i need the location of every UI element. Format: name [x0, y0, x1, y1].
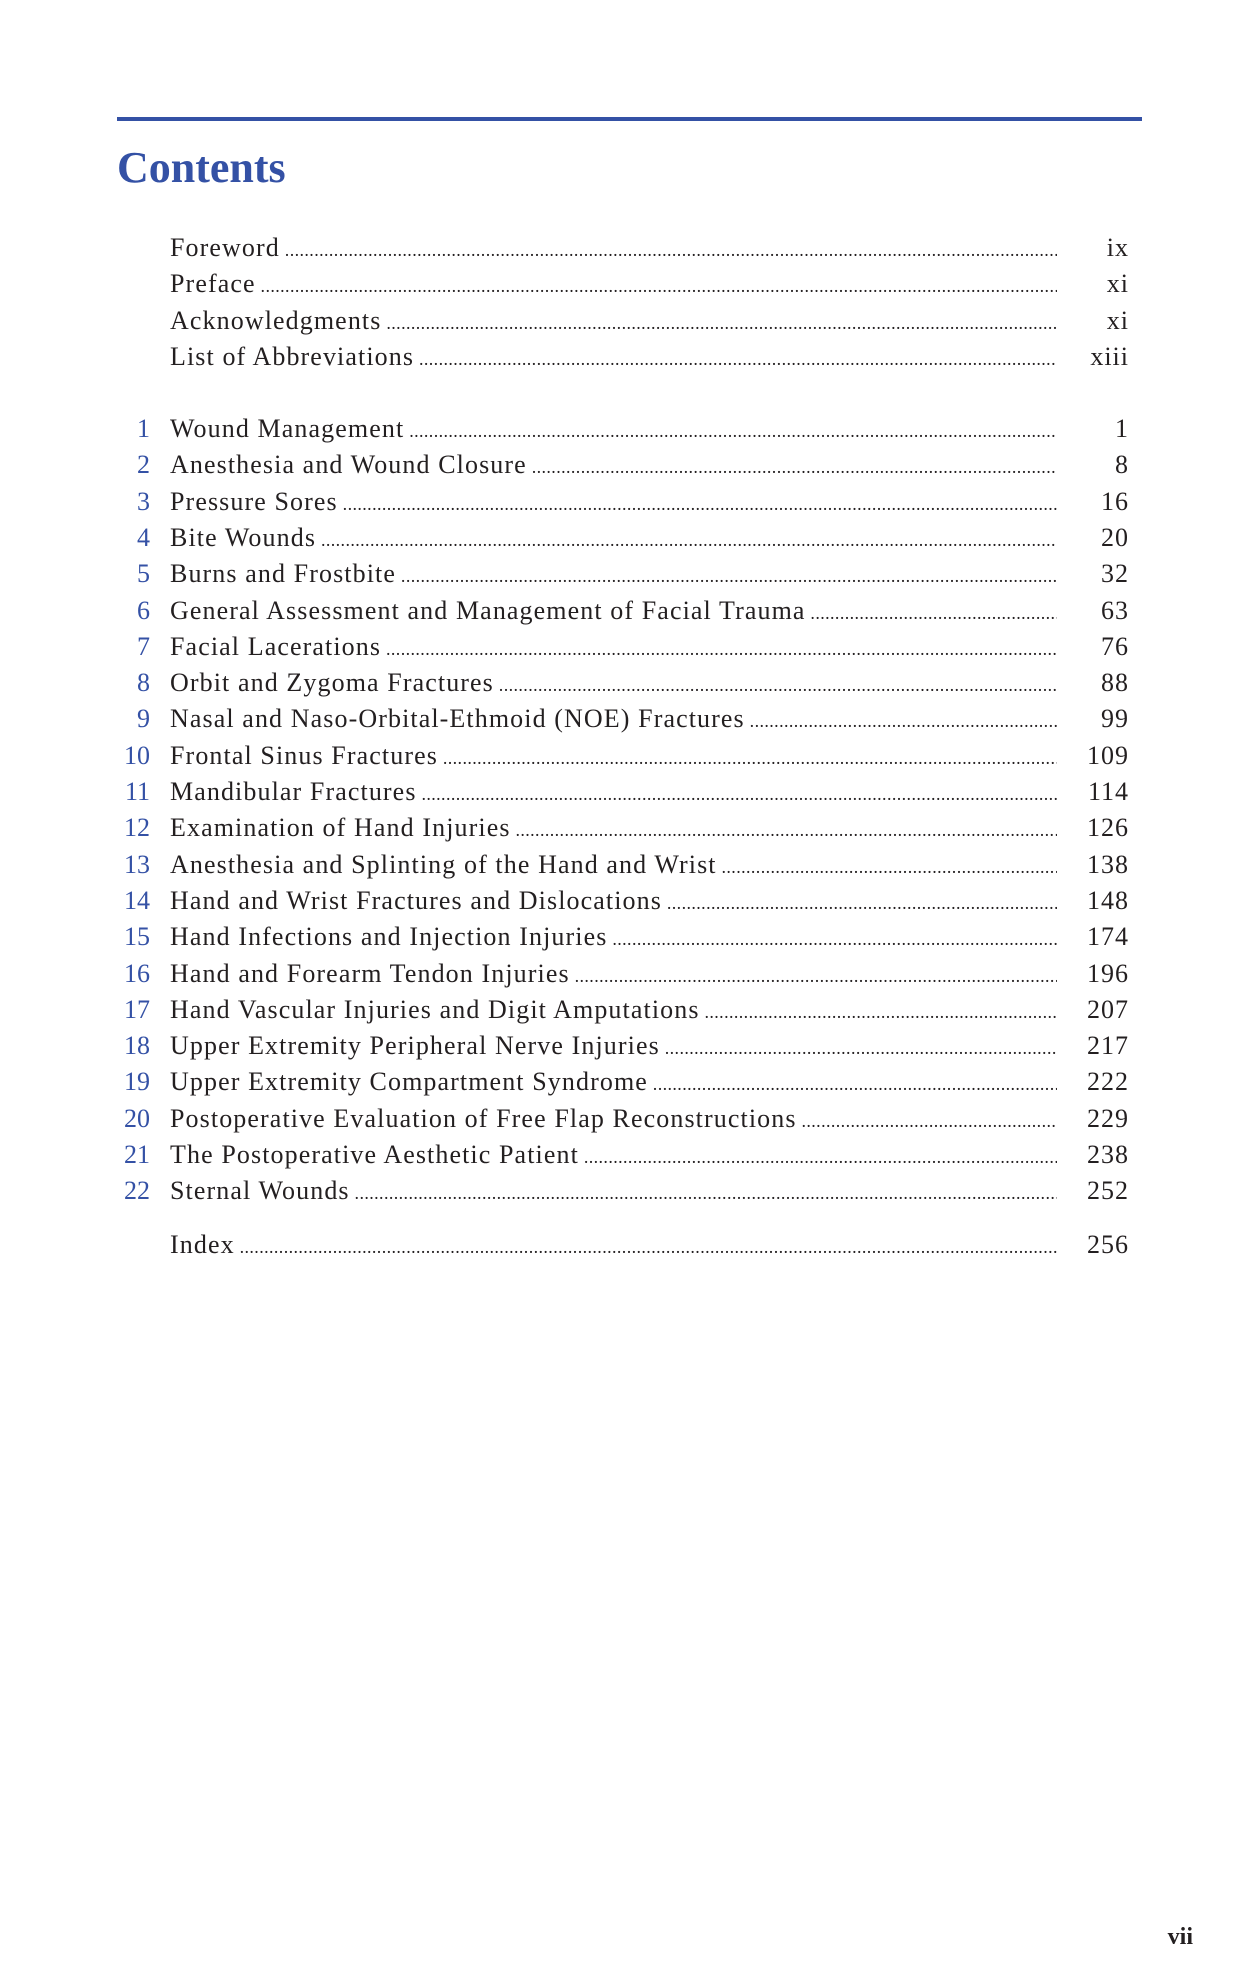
toc-entry[interactable] — [0, 738, 1235, 774]
toc-entry[interactable] — [0, 484, 1235, 520]
entry-title: Hand Infections and Injection Injuries ..... — [170, 919, 1057, 957]
chapter-number: 16 — [124, 958, 150, 988]
entry-title: Acknowledgments ..... — [170, 303, 1057, 341]
page-number: 138 — [1087, 849, 1129, 879]
page-number: xiii — [1090, 341, 1129, 371]
page-folio: vii — [1167, 1924, 1193, 1950]
entry-title: General Assessment and Management of Facial Trauma ..... — [170, 593, 1057, 631]
page-number: 238 — [1087, 1140, 1129, 1169]
chapter-number: 18 — [124, 1031, 150, 1061]
toc-entry[interactable] — [0, 556, 1235, 592]
page-number: 222 — [1087, 1067, 1129, 1097]
chapter-number: 19 — [124, 1067, 150, 1097]
chapter-number: 10 — [124, 740, 150, 770]
entry-title: Pressure Sores ..... — [170, 484, 1057, 522]
entry-title: Anesthesia and Splinting of the Hand and Wrist ..... — [170, 847, 1057, 885]
entry-title: Sternal Wounds ..... — [170, 1173, 1057, 1211]
entry-title: Upper Extremity Peripheral Nerve Injuries ..... — [170, 1028, 1057, 1066]
page-number: 1 — [1115, 414, 1129, 443]
entry-title: Nasal and Naso-Orbital-Ethmoid (NOE) Fractures ..... — [170, 701, 1057, 739]
chapter-number: 15 — [124, 922, 150, 952]
chapter-number: 4 — [137, 522, 150, 552]
toc-entry[interactable] — [0, 266, 1235, 302]
entry-title: Orbit and Zygoma Fractures ..... — [170, 665, 1057, 703]
chapter-number: 8 — [137, 668, 150, 698]
toc-entry[interactable] — [0, 665, 1235, 701]
chapter-number: 20 — [124, 1103, 150, 1133]
entry-title: Examination of Hand Injuries ..... — [170, 810, 1057, 848]
entry-title: Bite Wounds ..... — [170, 520, 1057, 558]
page-number: 196 — [1087, 958, 1129, 988]
toc-entry[interactable] — [0, 1064, 1235, 1100]
page-number: 63 — [1101, 595, 1129, 625]
entry-title: Index ..... — [170, 1227, 1057, 1265]
toc-entry[interactable] — [0, 447, 1235, 483]
entry-title: Hand Vascular Injuries and Digit Amputations ..... — [170, 992, 1057, 1030]
page-number: 174 — [1087, 922, 1129, 952]
chapter-number: 7 — [137, 631, 150, 661]
entry-title: The Postoperative Aesthetic Patient ..... — [170, 1137, 1057, 1175]
entry-title: List of Abbreviations ..... — [170, 339, 1057, 377]
page-number: xi — [1106, 305, 1129, 335]
entry-title: Frontal Sinus Fractures ..... — [170, 738, 1057, 776]
entry-title: Wound Management ..... — [170, 411, 1057, 449]
entry-title: Postoperative Evaluation of Free Flap Reconstructions ..... — [170, 1101, 1057, 1139]
heading-rule — [117, 117, 1142, 121]
toc-entry[interactable] — [0, 919, 1235, 955]
entry-title: Upper Extremity Compartment Syndrome ..... — [170, 1064, 1057, 1102]
page-number: 229 — [1087, 1103, 1129, 1133]
chapter-number: 22 — [124, 1176, 150, 1206]
page-number: 217 — [1087, 1031, 1129, 1061]
entry-title: Facial Lacerations ..... — [170, 629, 1057, 667]
page-number: 207 — [1087, 994, 1129, 1024]
page-number: ix — [1106, 233, 1129, 262]
toc-entry[interactable] — [0, 701, 1235, 737]
toc-entry[interactable] — [0, 847, 1235, 883]
page-number: 109 — [1087, 740, 1129, 770]
toc-entry[interactable] — [0, 992, 1235, 1028]
toc-entry[interactable] — [0, 629, 1235, 665]
page-number: 20 — [1101, 522, 1129, 552]
page-number: 114 — [1087, 777, 1129, 806]
toc-entry[interactable] — [0, 1028, 1235, 1064]
page-number: 126 — [1087, 813, 1129, 843]
chapter-number: 12 — [124, 813, 150, 843]
chapter-number: 3 — [137, 486, 150, 516]
page-number: 256 — [1087, 1230, 1129, 1259]
entry-title: Hand and Wrist Fractures and Dislocations ..... — [170, 883, 1057, 921]
toc-entry[interactable] — [0, 774, 1235, 810]
chapter-number: 13 — [124, 849, 150, 879]
page-number: 76 — [1101, 631, 1129, 661]
toc-entry[interactable] — [0, 1137, 1235, 1173]
page-number: xi — [1106, 269, 1129, 299]
page-heading: Contents — [117, 143, 286, 192]
toc-entry[interactable] — [0, 956, 1235, 992]
page-number: 16 — [1101, 486, 1129, 516]
page-number: 32 — [1101, 559, 1129, 589]
page-number: 8 — [1115, 450, 1129, 480]
toc-entry[interactable] — [0, 520, 1235, 556]
page-number: 99 — [1101, 704, 1129, 734]
chapter-number: 5 — [137, 559, 150, 589]
toc-entry[interactable] — [0, 339, 1235, 375]
chapter-number: 21 — [124, 1140, 150, 1169]
toc-entry[interactable] — [0, 883, 1235, 919]
chapter-number: 11 — [124, 777, 150, 806]
toc-entry[interactable] — [0, 230, 1235, 266]
chapter-number: 1 — [137, 414, 150, 443]
chapter-number: 6 — [137, 595, 150, 625]
toc-entry[interactable] — [0, 593, 1235, 629]
page-number: 148 — [1087, 885, 1129, 915]
toc-entry[interactable] — [0, 810, 1235, 846]
entry-title: Mandibular Fractures ..... — [170, 774, 1057, 812]
chapter-number: 9 — [137, 704, 150, 734]
toc-entry[interactable] — [0, 1173, 1235, 1209]
chapter-number: 17 — [124, 994, 150, 1024]
entry-title: Preface ..... — [170, 266, 1057, 304]
toc-entry[interactable] — [0, 1227, 1235, 1263]
toc-entry[interactable] — [0, 411, 1235, 447]
toc-entry[interactable] — [0, 303, 1235, 339]
entry-title: Burns and Frostbite ..... — [170, 556, 1057, 594]
entry-title: Foreword ..... — [170, 230, 1057, 268]
chapter-number: 2 — [137, 450, 150, 480]
page-number: 252 — [1087, 1176, 1129, 1206]
entry-title: Anesthesia and Wound Closure ..... — [170, 447, 1057, 485]
toc-entry[interactable] — [0, 1101, 1235, 1137]
chapter-number: 14 — [124, 885, 150, 915]
entry-title: Hand and Forearm Tendon Injuries ..... — [170, 956, 1057, 994]
page-number: 88 — [1101, 668, 1129, 698]
